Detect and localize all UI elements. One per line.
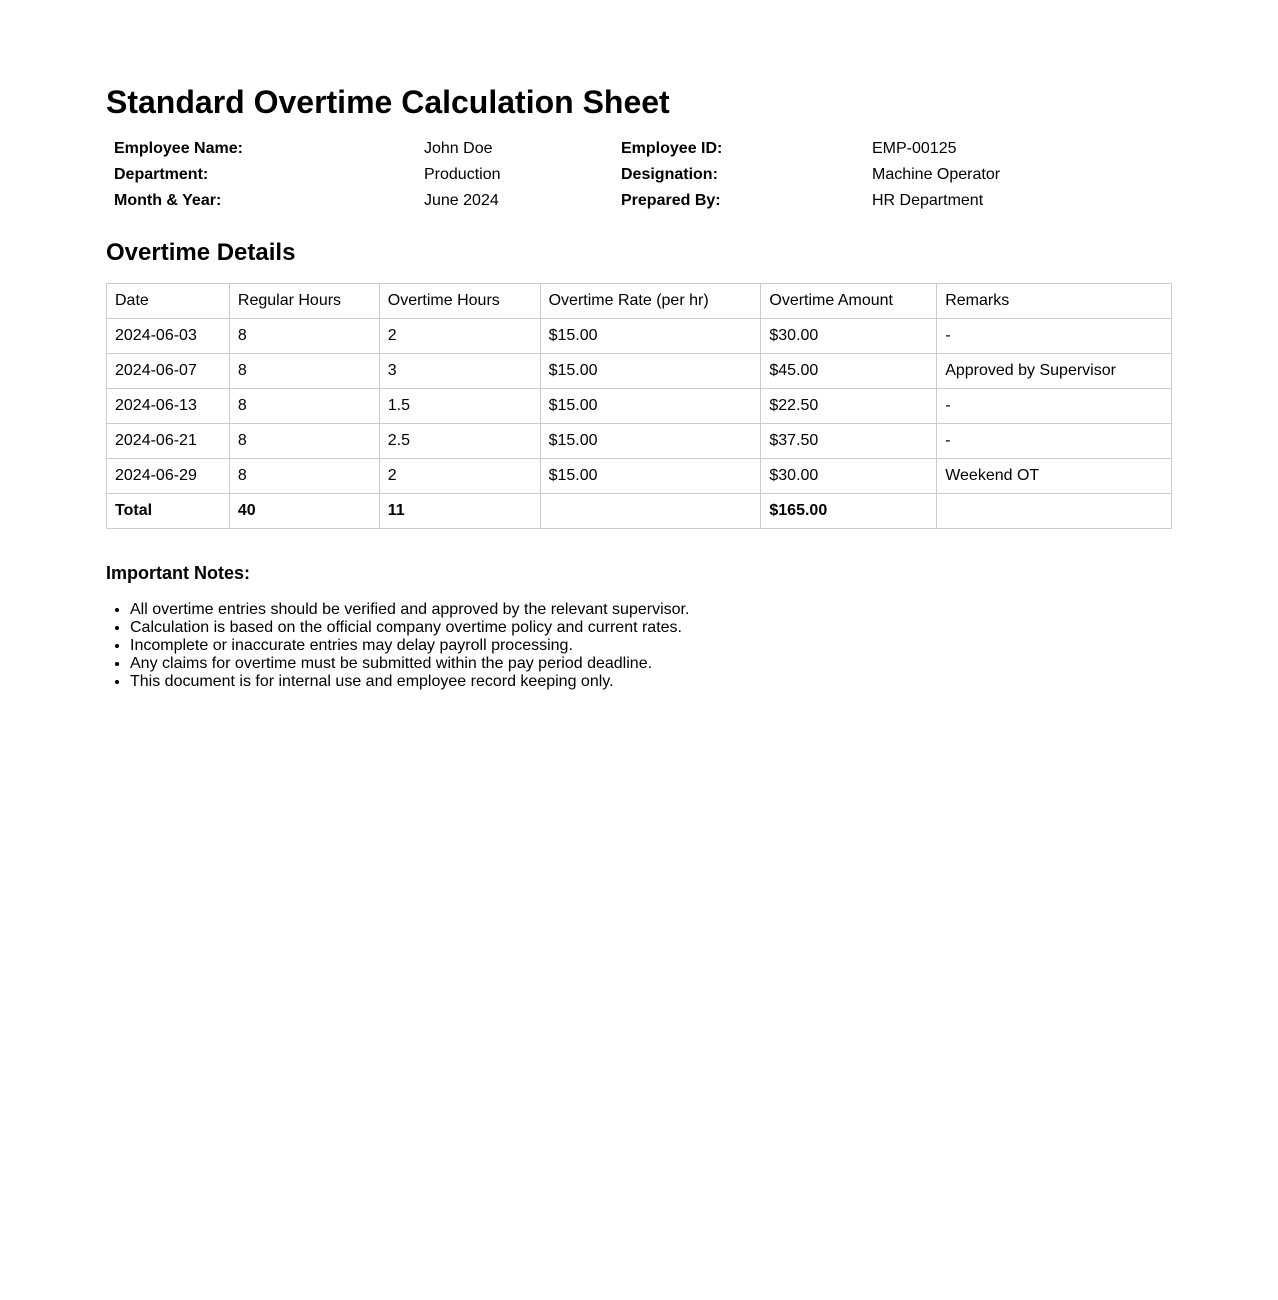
table-cell: $37.50	[761, 424, 937, 459]
department-value: Production	[424, 166, 501, 183]
column-header: Overtime Rate (per hr)	[540, 284, 761, 319]
notes-title: Important Notes:	[106, 563, 250, 583]
list-item: • Any claims for overtime must be submitted within the pay period deadline.	[130, 655, 689, 673]
employee-name-value: John Doe	[424, 140, 493, 157]
month-year-label: Month & Year:	[114, 192, 222, 209]
table-cell: 2024-06-29	[107, 459, 230, 494]
info-row	[106, 162, 1172, 188]
table-cell: -	[937, 319, 1172, 354]
list-item: • This document is for internal use and employee record keeping only.	[130, 673, 689, 691]
month-year-value: June 2024	[424, 192, 499, 209]
total-row	[107, 494, 1172, 529]
table-cell: 3	[379, 354, 540, 389]
employee-name-label: Employee Name:	[114, 140, 243, 157]
department-label: Department:	[114, 166, 209, 183]
table-cell: 2024-06-07	[107, 354, 230, 389]
table-cell: 8	[229, 389, 379, 424]
column-header: Overtime Amount	[761, 284, 937, 319]
total-rate-cell	[540, 494, 761, 529]
list-item: • Calculation is based on the official company overtime policy and current rates.	[130, 619, 689, 637]
table-row	[107, 389, 1172, 424]
table-cell: $15.00	[540, 354, 761, 389]
table-row	[107, 319, 1172, 354]
table-cell: 8	[229, 424, 379, 459]
table-cell: 8	[229, 459, 379, 494]
table-cell: Approved by Supervisor	[937, 354, 1172, 389]
table-cell: 2.5	[379, 424, 540, 459]
prepared-by-label: Prepared By:	[621, 192, 721, 209]
total-label: Total	[107, 494, 230, 529]
table-cell: 2024-06-21	[107, 424, 230, 459]
total-remarks-cell	[937, 494, 1172, 529]
info-row	[106, 136, 1172, 162]
table-cell: $30.00	[761, 459, 937, 494]
designation-label: Designation:	[621, 166, 718, 183]
table-row	[107, 354, 1172, 389]
table-cell: 2	[379, 319, 540, 354]
table-cell: 2024-06-03	[107, 319, 230, 354]
table-cell: Weekend OT	[937, 459, 1172, 494]
employee-id-label: Employee ID:	[621, 140, 723, 157]
total-overtime-amount: $165.00	[761, 494, 937, 529]
column-header: Overtime Hours	[379, 284, 540, 319]
column-header: Regular Hours	[229, 284, 379, 319]
info-row	[106, 188, 1172, 214]
table-cell: -	[937, 424, 1172, 459]
table-cell: $45.00	[761, 354, 937, 389]
table-cell: 2024-06-13	[107, 389, 230, 424]
table-cell: 8	[229, 319, 379, 354]
table-cell: $15.00	[540, 424, 761, 459]
table-cell: $15.00	[540, 319, 761, 354]
table-cell: 1.5	[379, 389, 540, 424]
total-overtime-hours: 11	[379, 494, 540, 529]
overtime-section-title: Overtime Details	[106, 239, 296, 266]
employee-info-table	[106, 136, 1172, 214]
table-cell: $15.00	[540, 459, 761, 494]
table-cell: $30.00	[761, 319, 937, 354]
table-cell: 8	[229, 354, 379, 389]
table-row	[107, 424, 1172, 459]
total-regular-hours: 40	[229, 494, 379, 529]
column-header: Date	[107, 284, 230, 319]
table-cell: 2	[379, 459, 540, 494]
overtime-table	[106, 283, 1172, 529]
table-header-row	[107, 284, 1172, 319]
column-header: Remarks	[937, 284, 1172, 319]
designation-value: Machine Operator	[872, 166, 1001, 183]
employee-id-value: EMP-00125	[872, 140, 957, 157]
prepared-by-value: HR Department	[872, 192, 984, 209]
table-cell: -	[937, 389, 1172, 424]
list-item: • All overtime entries should be verified and approved by the relevant supervisor.	[130, 601, 689, 619]
list-item: • Incomplete or inaccurate entries may delay payroll processing.	[130, 637, 689, 655]
table-cell: $22.50	[761, 389, 937, 424]
page-title: Standard Overtime Calculation Sheet	[106, 84, 670, 120]
table-row	[107, 459, 1172, 494]
notes-list	[106, 601, 689, 691]
table-cell: $15.00	[540, 389, 761, 424]
